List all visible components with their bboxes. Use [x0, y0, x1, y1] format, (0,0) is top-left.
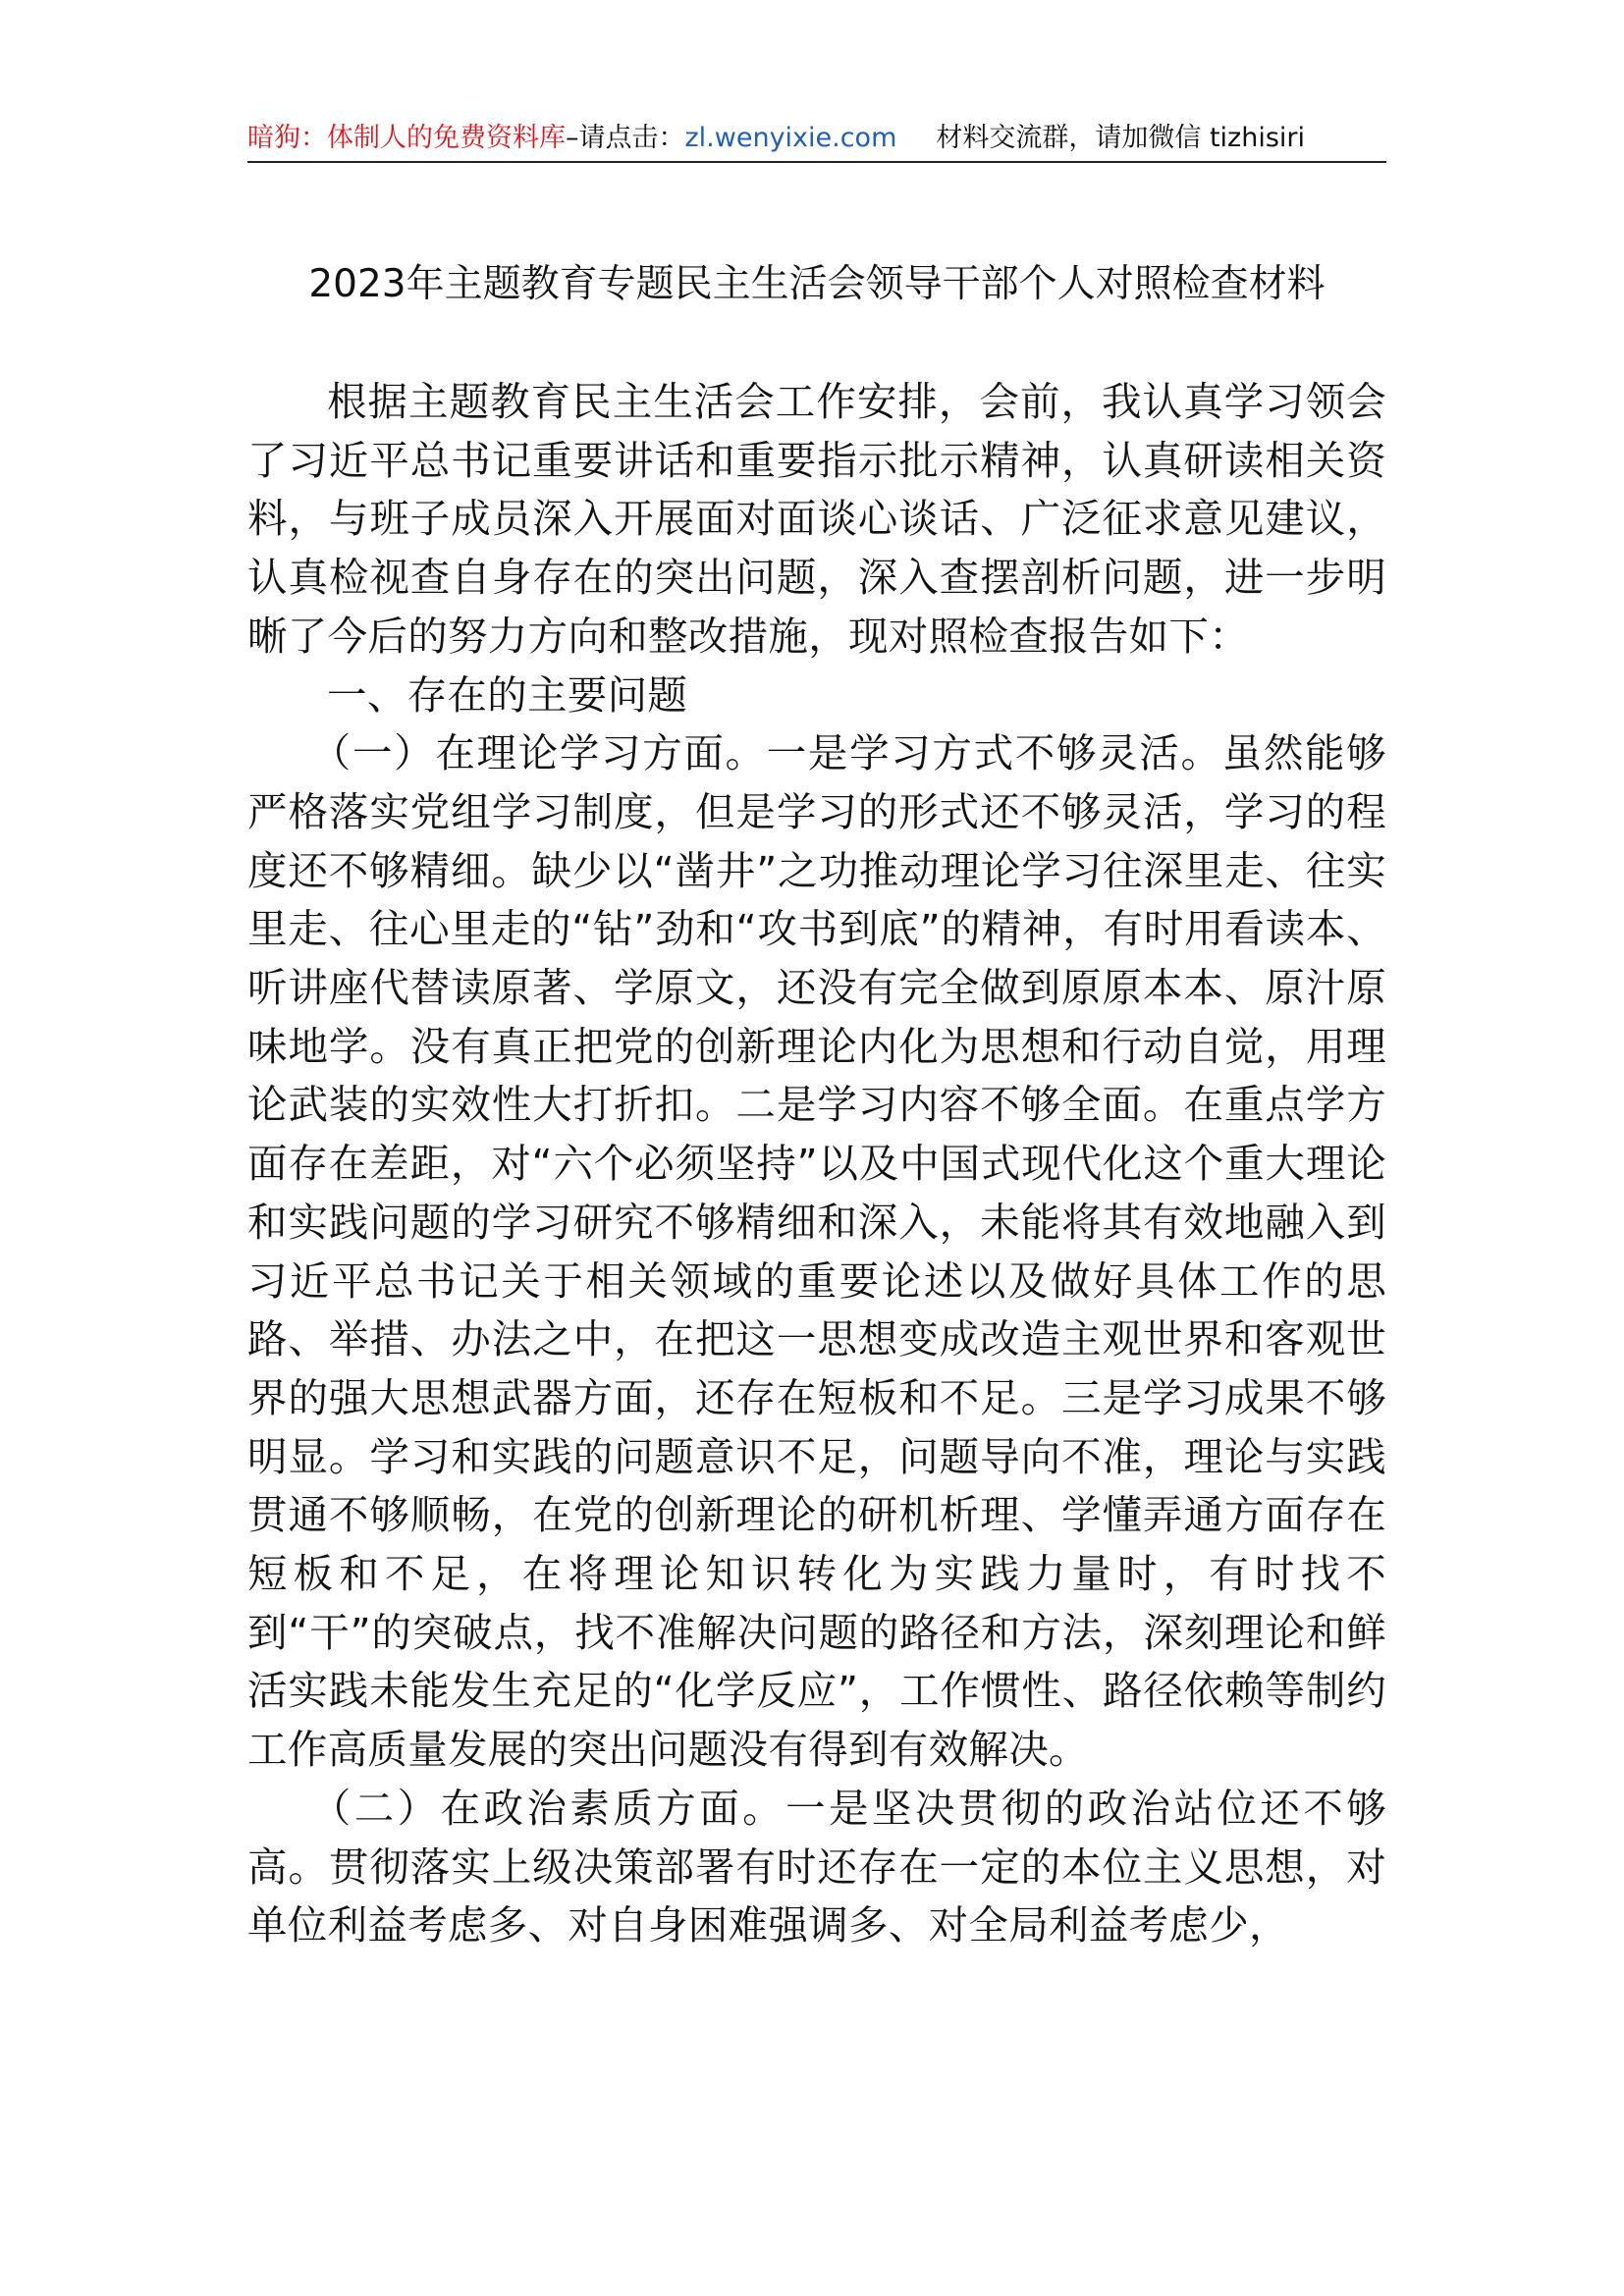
paragraph-political-quality: （二）在政治素质方面。一是坚决贯彻的政治站位还不够高。贯彻落实上级决策部署有时还存在一定的本位主义思想，对单位利益考虑多、对自身困难强调多、对全局利益考虑少，	[247, 1784, 1386, 1949]
paragraph-theory-study: （一）在理论学习方面。一是学习方式不够灵活。虽然能够严格落实党组学习制度，但是学习的形式还不够灵活，学习的程度还不够精细。缺少以“凿井”之功推动理论学习往深里走、往实里走、往心里走的“钻”劲和“攻书到底”的精神，有时用看读本、听讲座代替读原著、学原文，还没有完全做到原原本本、原汁原味地学。没有真正把党的创新理论内化为思想和行动自觉，用理论武装的实效性大打折扣。二是学习内容不够全面。在重点学方面存在差距，对“六个必须坚持”以及中国式现代化这个重大理论和实践问题的学习研究不够精细和深入，未能将其有效地融入到习近平总书记关于相关领域的重要论述以及做好具体工作的思路、举措、办法之中，在把这一思想变成改造主观世界和客观世界的强大思想武器方面，还存在短板和不足。三是学习成果不够明显。学习和实践的问题意识不足，问题导向不准，理论与实践贯通不够顺畅，在党的创新理论的研机析理、学懂弄通方面存在短板和不足，在将理论知识转化为实践力量时，有时找不到“干”的突破点，找不准解决问题的路径和方法，深刻理论和鲜活实践未能发生充足的“化学反应”，工作惯性、路径依赖等制约工作高质量发展的突出问题没有得到有效解决。	[247, 729, 1386, 1774]
header-click-label: –请点击：	[566, 123, 685, 153]
document-title: 2023年主题教育专题民主生活会领导干部个人对照检查材料	[308, 262, 1326, 306]
header-group-info: 材料交流群，请加微信 tizhisiri	[936, 123, 1306, 153]
header-divider	[247, 161, 1386, 163]
page-header	[247, 116, 1386, 161]
header-site-link[interactable]: zl.wenyixie.com	[684, 123, 897, 153]
section-heading: 一、存在的主要问题	[327, 670, 688, 719]
intro-paragraph: 根据主题教育民主生活会工作安排，会前，我认真学习领会了习近平总书记重要讲话和重要指示批示精神，认真研读相关资料，与班子成员深入开展面对面谈心谈话、广泛征求意见建议，认真检视查自身存在的突出问题，深入查摆剖析问题，进一步明晰了今后的努力方向和整改措施，现对照检查报告如下：	[247, 378, 1386, 660]
document-body	[247, 373, 1386, 1955]
header-brand: 暗狗：体制人的免费资料库	[247, 123, 566, 153]
